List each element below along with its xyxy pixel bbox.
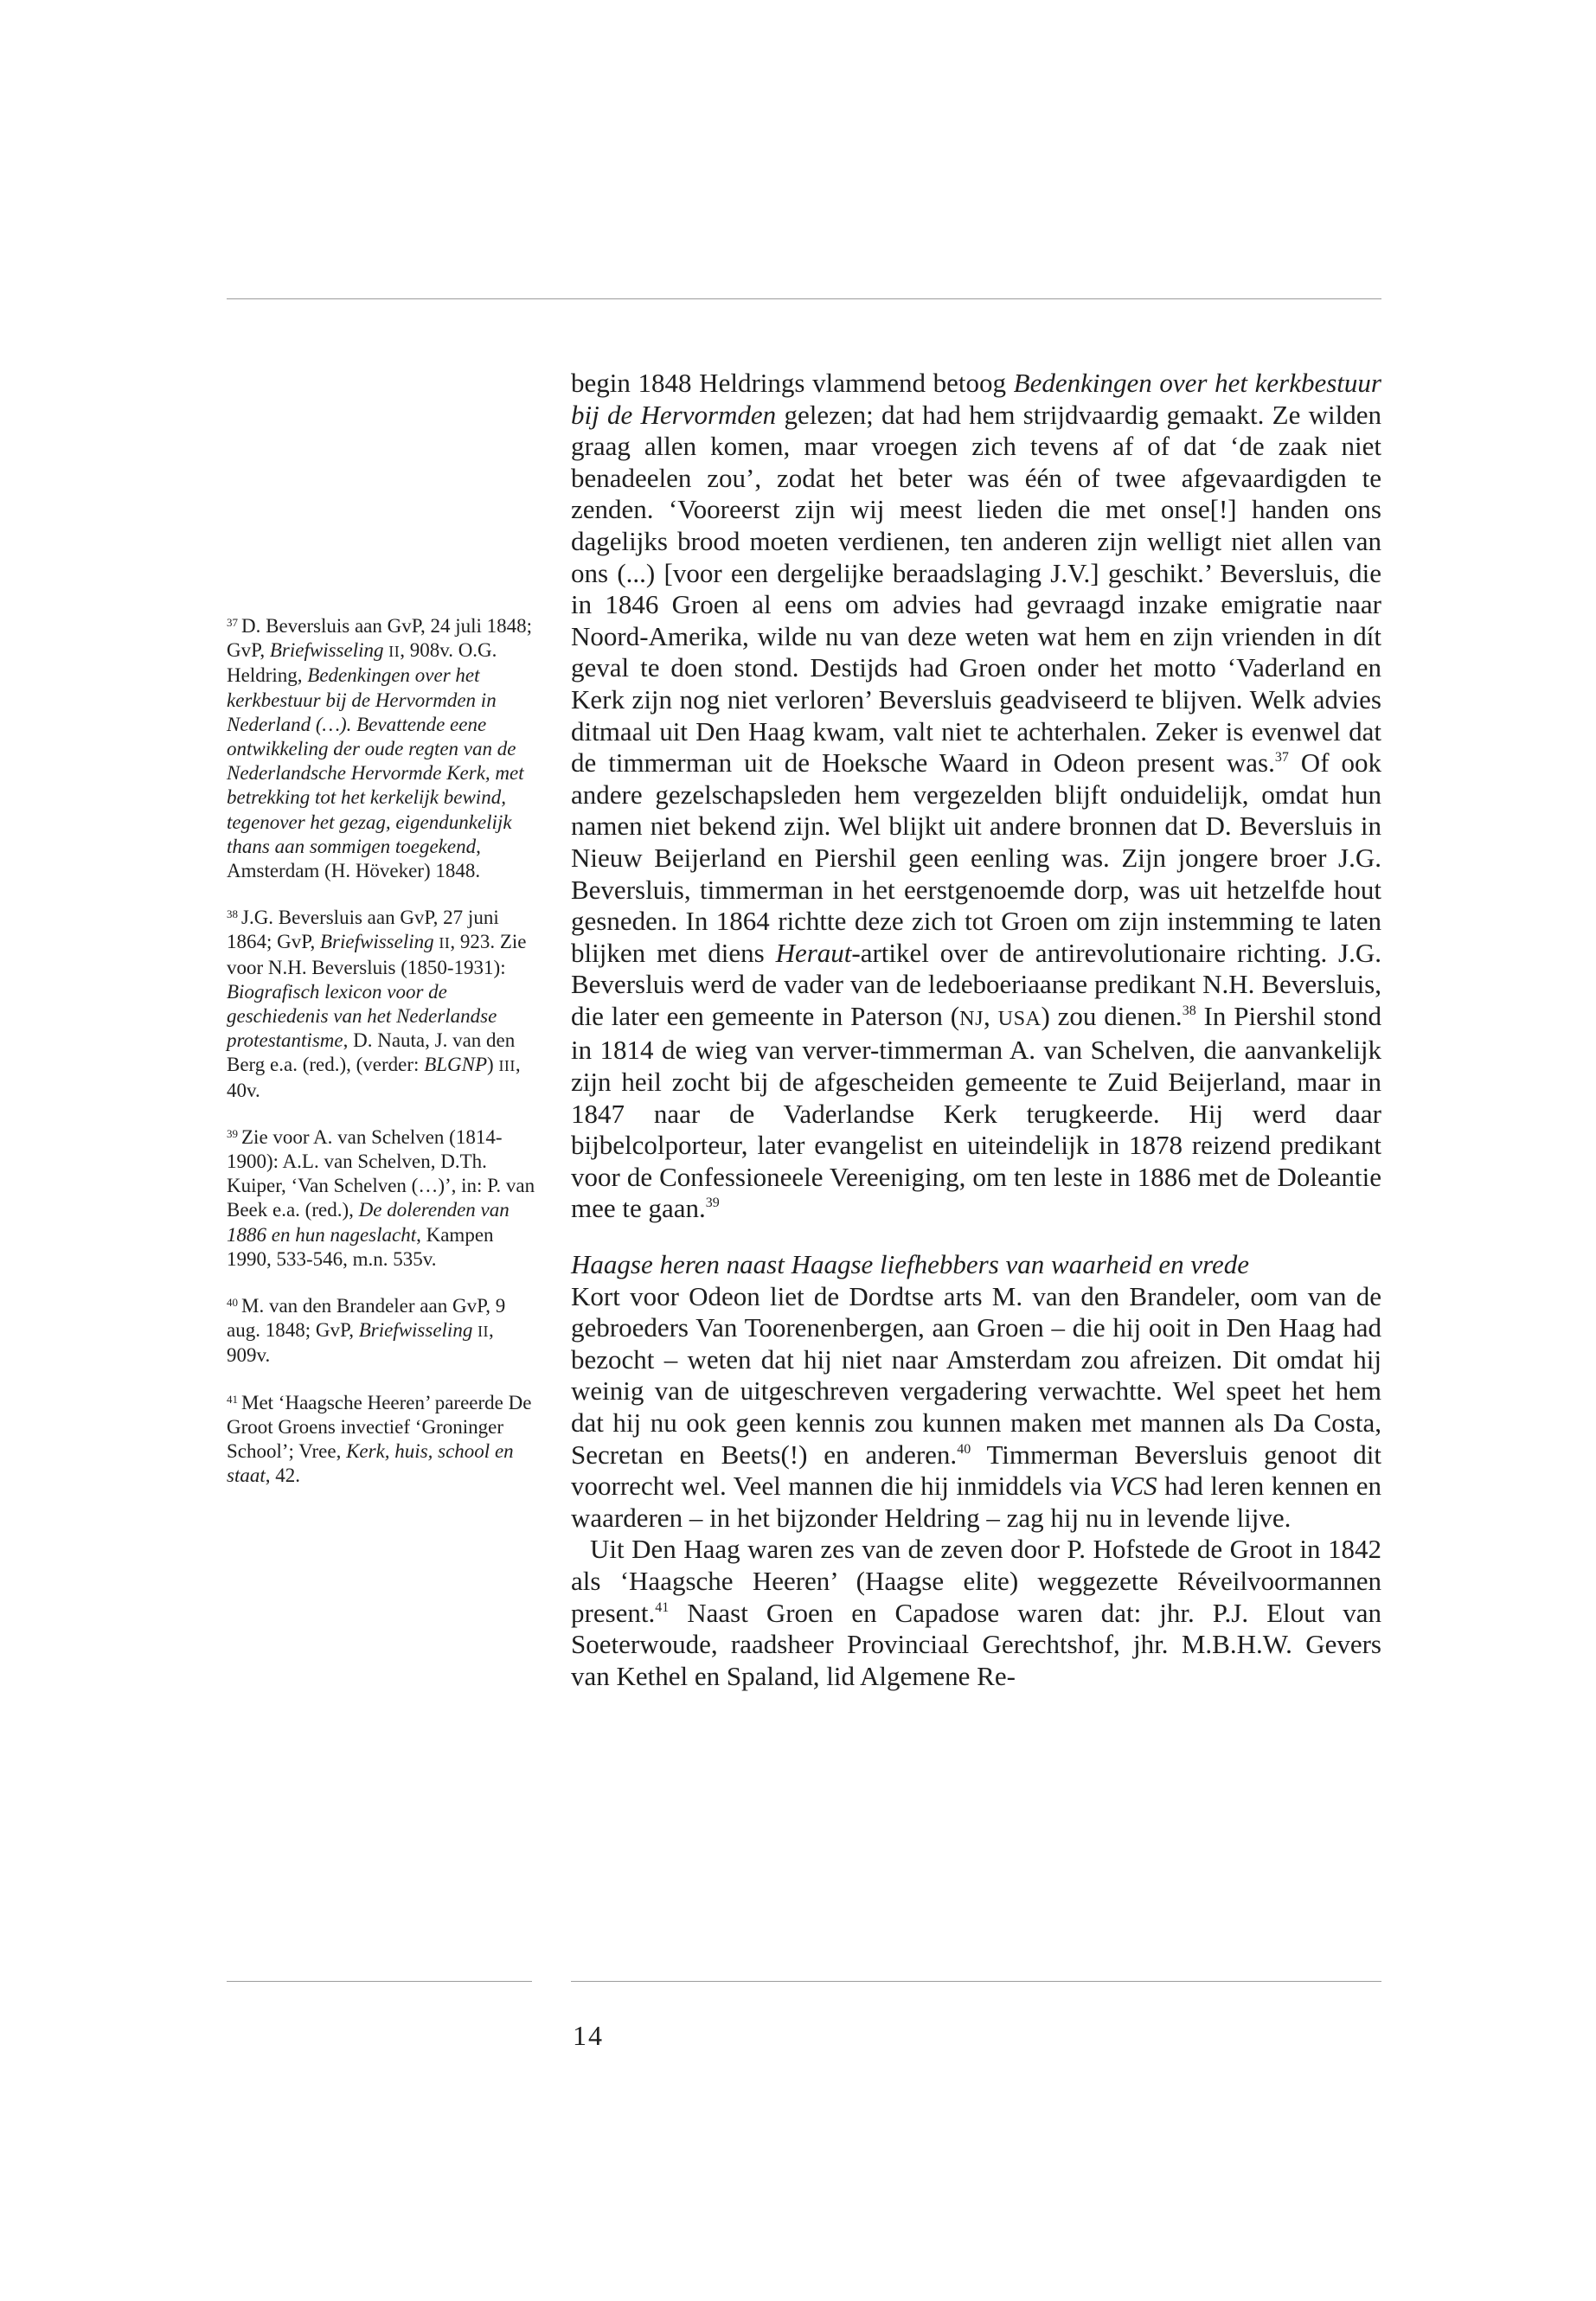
footnote-ref: 39: [705, 1195, 720, 1211]
footnote-number: 40: [227, 1296, 238, 1310]
section-heading: Haagse heren naast Haagse liefhebbers van waarheid en vrede: [571, 1249, 1250, 1280]
footnote-ref: 41: [655, 1599, 670, 1615]
footnote-40: $^{40}$ M. van den Brandeler aan GvP, 9 aug. 1848; GvP, Briefwisseling II, 909v.: [227, 1295, 506, 1367]
top-rule: [227, 298, 1381, 299]
footnote-37: $^{37}$ D. Beversluis aan GvP, 24 juli 1848; GvP, Briefwisseling II, 908v. O.G. Heldring, Bedenkingen over het kerkbestuur bij de Hervormden in Nederland (…). Bevattende eene ontwikkeling der oude regten van de Nederlandsche Hervormde Kerk, met betrekking tot het kerkelijk bewind, tegenover het gezag, eigendunkelijk thans aan sommigen toegekend, Amsterdam (H. Höveker) 1848.: [227, 615, 533, 882]
footnote-ref: 38: [1182, 1003, 1196, 1018]
paragraph-3: Uit Den Haag waren zes van de zeven door P. Hofstede de Groot in 1842 als ‘Haagsche Heeren’ (Haagse elite) weggezette Réveilvoormannen present.$^{41}$ Naast Groen en Capadose waren dat: jhr. P.J. Elout van Soeterwoude, raadsheer Provinciaal Gerechtshof, jhr. M.B.H.W. Gevers van Kethel en Spaland, lid Algemene Re-: [571, 1534, 1381, 1691]
paragraph-2: Kort voor Odeon liet de Dordtse arts M. van den Brandeler, oom van de gebroeders Van Toorenenbergen, aan Groen – die hij ooit in Den Haag had bezocht – weten dat hij niet naar Amsterdam zou afreizen. Dit omdat hij weinig van de uitgeschreven vergadering verwachtte. Wel speet het hem dat hij nu ook geen kennis zou kunnen maken met mannen als Da Costa, Secretan en Beets(!) en anderen.$^{40}$ Timmerman Beversluis genoot dit voorrecht wel. Veel mannen die hij inmiddels via VCS had leren kennen en waarderen – in het bijzonder Heldring – zag hij nu in levende lijve.: [571, 1280, 1381, 1533]
footnotes-column: [227, 614, 538, 1511]
bottom-rule-right: [571, 1981, 1381, 1982]
page-number: 14: [573, 2020, 604, 2051]
footnote-number: 39: [227, 1126, 238, 1140]
paragraph-1: begin 1848 Heldrings vlammend betoog Bedenkingen over het kerkbestuur bij de Hervormden gelezen; dat had hem strijdvaardig gemaakt. Ze wilden graag allen komen, maar vroegen zich tevens af of dat ‘de zaak niet benadeelen zou’, zodat het beter was één of twee afgevaardigden te zenden. ‘Vooreerst zijn wij meest lieden die met onse[!] handen ons dagelijks brood moeten verdienen, ten anderen zijn welligt niet allen van ons (...) [voor een dergelijke beraadslaging J.V.] geschikt.’ Beversluis, die in 1846 Groen al eens om advies had gevraagd inzake emigratie naar Noord-Amerika, wilde nu van deze weten wat hem en zijn vrienden in dít geval te doen stond. Destijds had Groen onder het motto ‘Vaderland en Kerk zijn nog niet verloren’ Beversluis geadviseerd te blijven. Welk advies ditmaal uit Den Haag kwam, valt niet te achterhalen. Zeker is evenwel dat de timmerman uit de Hoeksche Waard in Odeon present was.$^{37}$ Of ook andere gezelschapsleden hem vergezelden blijft onduidelijk, omdat hun namen niet bekend zijn. Wel blijkt uit andere bronnen dat D. Beversluis in Nieuw Beijerland en Piershil geen eenling was. Zijn jongere broer J.G. Beversluis, timmerman in het eerstgenoemde dorp, was uit hetzelfde hout gesneden. In 1864 richtte deze zich tot Groen om zijn instemming te laten blijken met diens Heraut-artikel over de antirevolutionaire richting. J.G. Beversluis werd de vader van de ledeboeriaanse predikant N.H. Beversluis, die later een gemeente in Paterson (NJ, USA) zou dienen.$^{38}$ In Piershil stond in 1814 de wieg van verver-timmerman A. van Schelven, die aanvankelijk zijn heil zocht bij de afgescheiden gemeente te Zuid Beijerland, maar in 1847 naar de Vaderlandse Kerk terugkeerde. Hij werd daar bijbelcolporteur, later evangelist en uiteindelijk in 1878 reizend predikant voor de Confessioneele Vereeniging, om ten leste in 1886 met de Doleantie mee te gaan.$^{39}$: [571, 368, 1382, 1224]
footnote-number: 41: [227, 1392, 238, 1406]
footnote-38: $^{38}$ J.G. Beversluis aan GvP, 27 juni 1864; GvP, Briefwisseling II, 923. Zie voor N.H. Beversluis (1850-1931): Biografisch lexicon voor de geschiedenis van het Nederlandse protestantisme, D. Nauta, J. van den Berg e.a. (red.), (verder: BLGNP) III, 40v.: [227, 907, 527, 1101]
footnote-39: $^{39}$ Zie voor A. van Schelven (1814-1900): A.L. van Schelven, D.Th. Kuiper, ‘Van Schelven (…)’, in: P. van Beek e.a. (red.), De dolerenden van 1886 en hun nageslacht, Kampen 1990, 533-546, m.n. 535v.: [227, 1125, 535, 1270]
footnote-41: $^{41}$ Met ‘Haagsche Heeren’ pareerde De Groot Groens invectief ‘Groninger School’; Vree, Kerk, huis, school en staat, 42.: [227, 1391, 532, 1487]
footnote-number: 37: [227, 616, 238, 629]
footnote-ref: 40: [957, 1441, 971, 1457]
footnote-number: 38: [227, 907, 238, 921]
main-text: [571, 368, 1381, 1692]
footnote-ref: 37: [1274, 750, 1289, 766]
bottom-rule-left: [227, 1981, 532, 1982]
